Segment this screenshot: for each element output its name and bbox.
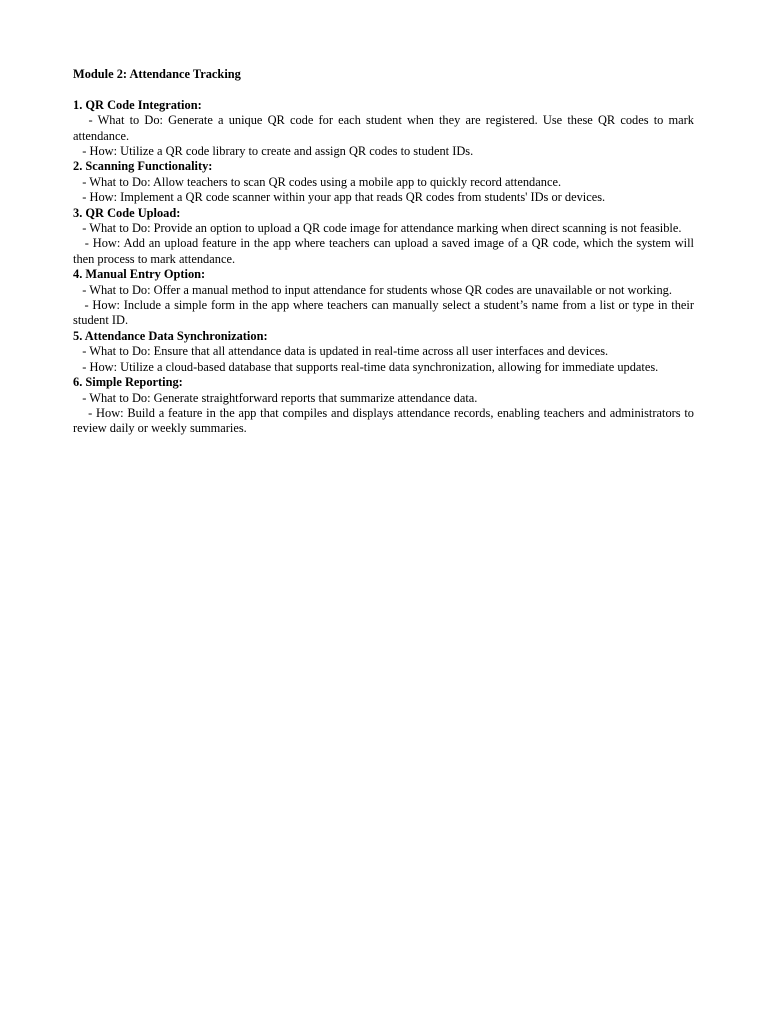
section-heading: 4. Manual Entry Option: [73, 267, 206, 282]
what-to-do-text: - What to Do: Offer a manual method to input attendance for students whose QR codes are unavailable or not working. [73, 282, 672, 297]
what-to-do-text: - What to Do: Allow teachers to scan QR codes using a mobile app to quickly record attendance. [73, 174, 562, 189]
what-to-do-text: - What to Do: Ensure that all attendance data is updated in real-time across all user interfaces and devices. [73, 344, 609, 359]
section-attendance-data-synchronization [73, 329, 694, 375]
section-heading: 3. QR Code Upload: [73, 205, 181, 220]
how-text: - How: Utilize a QR code library to create and assign QR codes to student IDs. [73, 144, 474, 159]
section-manual-entry-option [73, 267, 698, 329]
what-to-do-text: - What to Do: Generate straightforward reports that summarize attendance data. [73, 390, 478, 405]
what-to-do-text: - What to Do: Provide an option to upload a QR code image for attendance marking when direct scanning is not feasible. [73, 221, 682, 236]
how-text: - How: Utilize a cloud-based database that supports real-time data synchronization, allowing for immediate updates. [73, 359, 659, 374]
section-heading: 2. Scanning Functionality: [73, 159, 213, 174]
how-text: - How: Build a feature in the app that compiles and displays attendance records, enabling teachers and administrators to review daily or weekly summaries. [73, 405, 698, 436]
document-page [73, 67, 698, 437]
section-heading: 1. QR Code Integration: [73, 97, 202, 112]
section-heading: 5. Attendance Data Synchronization: [73, 328, 268, 343]
what-to-do-text: - What to Do: Generate a unique QR code for each student when they are registered. Use these QR codes to mark attendance. [73, 113, 698, 143]
how-text: - How: Implement a QR code scanner within your app that reads QR codes from students' IDs or devices. [73, 190, 606, 205]
section-simple-reporting [73, 375, 698, 437]
how-text: - How: Add an upload feature in the app where teachers can upload a saved image of a QR code, which the system will then process to mark attendance. [73, 236, 698, 266]
section-qr-code-integration [73, 97, 698, 160]
document-title: Module 2: Attendance Tracking [73, 67, 241, 81]
title-spacer [73, 82, 694, 97]
section-scanning-functionality [73, 159, 694, 205]
section-qr-code-upload [73, 205, 698, 268]
section-heading: 6. Simple Reporting: [73, 375, 183, 390]
how-text: - How: Include a simple form in the app where teachers can manually select a student’s name from a list or type in their student ID. [73, 298, 698, 328]
